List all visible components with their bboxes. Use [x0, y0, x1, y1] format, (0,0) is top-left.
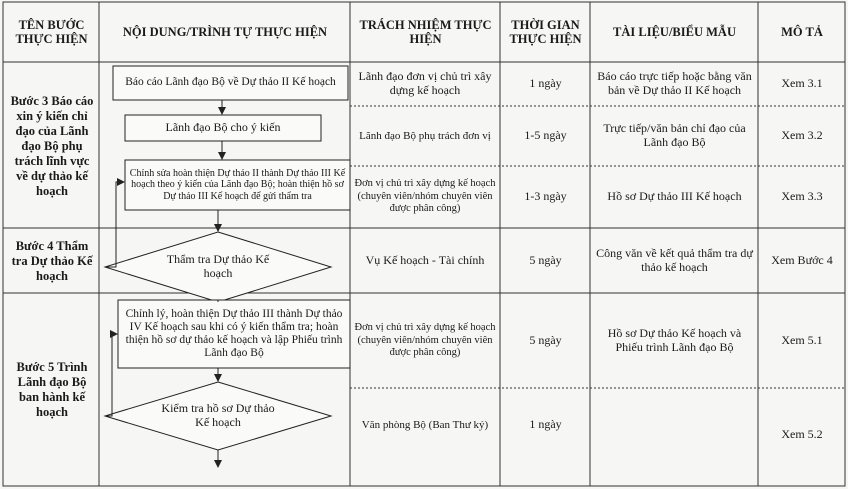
header-documents: TÀI LIỆU/BIỂU MẪU: [613, 24, 736, 39]
row-3-1-responsibility: Lãnh đạo đơn vị chủ trì xây dựng kế hoạch: [358, 69, 492, 97]
row-3-2-responsibility: Lãnh đạo Bộ phụ trách đơn vị: [359, 129, 491, 142]
header-responsibility: TRÁCH NHIỆM THỰC HIỆN: [359, 17, 492, 46]
header-content: NỘI DUNG/TRÌNH TỰ THỰC HIỆN: [122, 24, 328, 39]
header-description: MÔ TẢ: [781, 24, 823, 39]
row-5-1-time: 5 ngày: [529, 333, 562, 348]
header-time: THỜI GIAN THỰC HIỆN: [509, 17, 582, 46]
flow-text-check: Kiểm tra hồ sơ Dự thảo Kế hoạch: [161, 401, 275, 429]
row-5-2-documents: [596, 390, 753, 460]
flow-text-revise-iv: Chỉnh lý, hoàn thiện Dự thảo III thành Dự thảo IV Kế hoạch sau khi có ý kiến thẩm tra; hoàn thiện hồ sơ dự thảo kế hoạch và lập Phiếu trình Lãnh đạo Bộ: [125, 307, 343, 360]
row-3-3-documents: Hồ sơ Dự thảo III Kế hoạch: [607, 189, 742, 204]
row-5-2-responsibility: Văn phòng Bộ (Ban Thư ký): [361, 418, 489, 431]
row-5-2-description: Xem 5.2: [781, 427, 823, 442]
header-step: TÊN BƯỚC THỰC HIỆN: [15, 17, 88, 46]
step-3-name: Bước 3 Báo cáo xin ý kiến chỉ đạo của Lãnh đạo Bộ phụ trách lĩnh vực về dự thảo kế hoạch: [10, 93, 94, 198]
step-5-name: Bước 5 Trình Lãnh đạo Bộ ban hành kế hoạch: [16, 360, 88, 419]
row-3-3-responsibility: Đơn vị chủ trì xây dựng kế hoạch (chuyên viên/nhóm chuyên viên được phân công): [354, 178, 496, 215]
row-3-1-documents: Báo cáo trực tiếp hoặc bằng văn bản về Dự thảo II Kế hoạch: [597, 69, 752, 97]
row-4-documents: Công văn về kết quả thẩm tra dự thảo kế hoạch: [596, 246, 753, 274]
flow-text-review: Thẩm tra Dự thảo Kế hoạch: [166, 252, 270, 280]
row-5-1-description: Xem 5.1: [781, 333, 823, 348]
row-4-time: 5 ngày: [529, 253, 562, 268]
row-3-3-time: 1-3 ngày: [524, 189, 567, 204]
row-3-1-description: Xem 3.1: [781, 76, 823, 91]
row-4-description: Xem Bước 4: [771, 253, 833, 268]
row-3-2-documents: Trực tiếp/văn bản chỉ đạo của Lãnh đạo Bộ: [603, 121, 746, 149]
row-4-responsibility: Vụ Kế hoạch - Tài chính: [365, 253, 485, 268]
row-5-1-responsibility: Đơn vị chủ trì xây dựng kế hoạch (chuyên viên/nhóm chuyên viên được phân công): [354, 322, 496, 359]
row-3-3-description: Xem 3.3: [781, 189, 823, 204]
row-5-1-documents: Hồ sơ Dự thảo Kế hoạch và Phiếu trình Lãnh đạo Bộ: [607, 326, 742, 354]
row-3-2-description: Xem 3.2: [781, 128, 823, 143]
flow-text-opinion: Lãnh đạo Bộ cho ý kiến: [165, 120, 281, 135]
step-4-name: Bước 4 Thẩm tra Dự thảo Kế hoạch: [11, 238, 93, 283]
flow-text-report: Báo cáo Lãnh đạo Bộ về Dự thảo II Kế hoạch: [125, 76, 336, 89]
row-3-1-time: 1 ngày: [529, 76, 562, 91]
row-5-2-time: 1 ngày: [529, 417, 562, 432]
flow-text-revise-iii: Chỉnh sửa hoàn thiện Dự thảo II thành Dự thảo III Kế hoạch theo ý kiến của Lãnh đạo Bộ; hoàn thiện hồ sơ Dự thảo III Kế hoạch để gửi thẩm tra: [129, 167, 346, 202]
row-3-2-time: 1-5 ngày: [524, 128, 567, 143]
